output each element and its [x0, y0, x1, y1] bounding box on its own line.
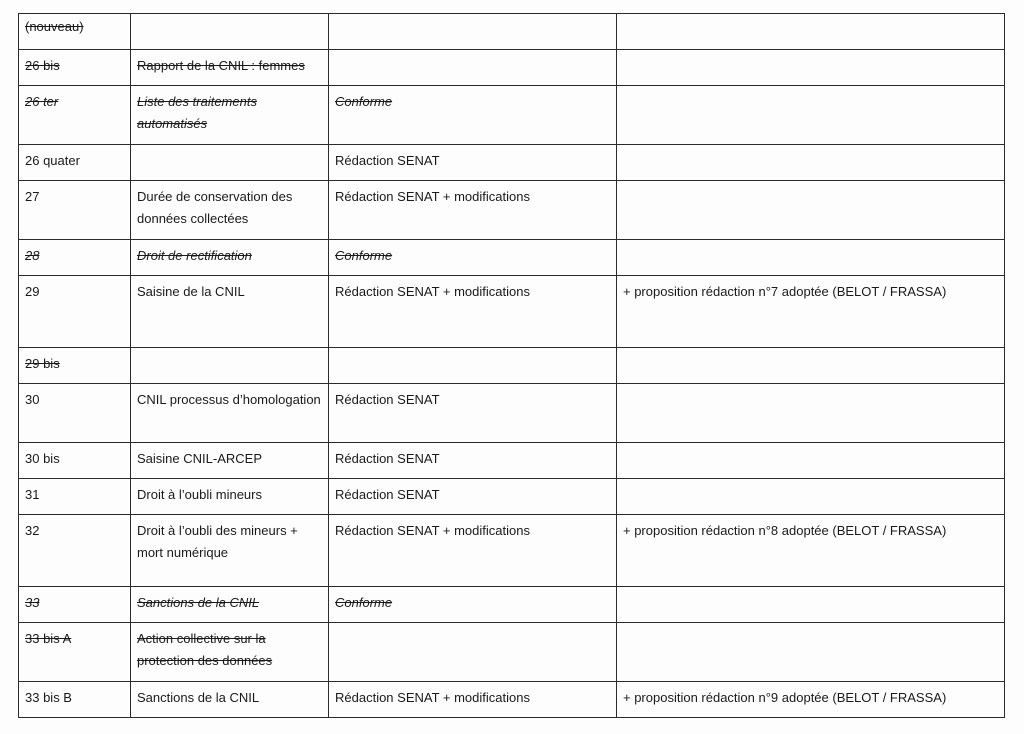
- table-row: [19, 384, 1005, 443]
- note-cell: [617, 86, 1005, 145]
- status-cell-text: Conforme: [335, 248, 393, 263]
- article-cell-text: 31: [25, 487, 40, 502]
- title-cell: [131, 623, 329, 682]
- note-cell: [617, 479, 1005, 515]
- table-row: [19, 14, 1005, 50]
- note-cell: [617, 348, 1005, 384]
- article-cell-text: 27: [25, 189, 40, 204]
- title-cell: [131, 479, 329, 515]
- status-cell: [329, 587, 617, 623]
- status-cell-text: Rédaction SENAT + modifications: [335, 284, 530, 299]
- title-cell-text: Droit de rectification: [137, 248, 252, 263]
- title-cell-text: Durée de conservation des données collectées: [137, 189, 293, 226]
- status-cell: [329, 86, 617, 145]
- status-cell: [329, 515, 617, 587]
- note-cell-text: + proposition rédaction n°7 adoptée (BELOT / FRASSA): [623, 284, 947, 299]
- note-cell: [617, 682, 1005, 718]
- title-cell: [131, 515, 329, 587]
- article-cell: [19, 384, 131, 443]
- title-cell: [131, 276, 329, 348]
- status-cell: [329, 276, 617, 348]
- title-cell: [131, 50, 329, 86]
- title-cell: [131, 682, 329, 718]
- note-cell-text: + proposition rédaction n°9 adoptée (BELOT / FRASSA): [623, 690, 947, 705]
- status-cell-text: Rédaction SENAT + modifications: [335, 523, 530, 538]
- table-row: [19, 623, 1005, 682]
- status-cell-text: Rédaction SENAT: [335, 451, 440, 466]
- status-cell: [329, 682, 617, 718]
- table-row: [19, 682, 1005, 718]
- note-cell: [617, 145, 1005, 181]
- article-cell-text: 30 bis: [25, 451, 60, 466]
- title-cell-text: Saisine de la CNIL: [137, 284, 245, 299]
- article-cell-text: (nouveau): [25, 19, 84, 34]
- title-cell-text: Saisine CNIL-ARCEP: [137, 451, 262, 466]
- articles-table: [18, 13, 1005, 718]
- title-cell-text: Droit à l’oubli des mineurs + mort numérique: [137, 523, 298, 560]
- article-cell: [19, 181, 131, 240]
- note-cell: [617, 443, 1005, 479]
- article-cell: [19, 587, 131, 623]
- article-cell-text: 29 bis: [25, 356, 60, 371]
- note-cell: [617, 50, 1005, 86]
- title-cell: [131, 145, 329, 181]
- article-cell-text: 26 quater: [25, 153, 80, 168]
- title-cell: [131, 14, 329, 50]
- article-cell-text: 33: [25, 595, 40, 610]
- status-cell-text: Rédaction SENAT: [335, 487, 440, 502]
- article-cell: [19, 240, 131, 276]
- title-cell-text: Droit à l’oubli mineurs: [137, 487, 262, 502]
- article-cell-text: 30: [25, 392, 40, 407]
- article-cell-text: 32: [25, 523, 40, 538]
- article-cell-text: 33 bis B: [25, 690, 72, 705]
- table-row: [19, 348, 1005, 384]
- article-cell-text: 28: [25, 248, 40, 263]
- article-cell: [19, 682, 131, 718]
- status-cell: [329, 14, 617, 50]
- article-cell-text: 26 bis: [25, 58, 60, 73]
- title-cell: [131, 181, 329, 240]
- note-cell-text: + proposition rédaction n°8 adoptée (BELOT / FRASSA): [623, 523, 947, 538]
- title-cell-text: Sanctions de la CNIL: [137, 595, 260, 610]
- note-cell: [617, 276, 1005, 348]
- article-cell: [19, 145, 131, 181]
- article-cell-text: 26 ter: [25, 94, 59, 109]
- table-row: [19, 276, 1005, 348]
- status-cell: [329, 443, 617, 479]
- status-cell: [329, 479, 617, 515]
- status-cell: [329, 240, 617, 276]
- article-cell: [19, 14, 131, 50]
- article-cell: [19, 50, 131, 86]
- table-row: [19, 515, 1005, 587]
- status-cell-text: Rédaction SENAT + modifications: [335, 690, 530, 705]
- article-cell: [19, 515, 131, 587]
- article-cell-text: 33 bis A: [25, 631, 72, 646]
- status-cell: [329, 384, 617, 443]
- status-cell: [329, 623, 617, 682]
- table-row: [19, 145, 1005, 181]
- title-cell: [131, 348, 329, 384]
- title-cell: [131, 86, 329, 145]
- status-cell: [329, 145, 617, 181]
- status-cell: [329, 181, 617, 240]
- title-cell-text: Liste des traitements automatisés: [137, 94, 257, 131]
- note-cell: [617, 384, 1005, 443]
- title-cell-text: Sanctions de la CNIL: [137, 690, 260, 705]
- note-cell: [617, 515, 1005, 587]
- note-cell: [617, 181, 1005, 240]
- title-cell: [131, 587, 329, 623]
- status-cell-text: Rédaction SENAT: [335, 392, 440, 407]
- note-cell: [617, 587, 1005, 623]
- title-cell: [131, 443, 329, 479]
- article-cell-text: 29: [25, 284, 40, 299]
- note-cell: [617, 623, 1005, 682]
- article-cell: [19, 86, 131, 145]
- table-row: [19, 86, 1005, 145]
- status-cell-text: Conforme: [335, 595, 393, 610]
- table-row: [19, 181, 1005, 240]
- table-row: [19, 50, 1005, 86]
- status-cell: [329, 348, 617, 384]
- title-cell-text: Rapport de la CNIL : femmes: [137, 58, 305, 73]
- title-cell-text: Action collective sur la protection des données: [137, 631, 273, 668]
- article-cell: [19, 348, 131, 384]
- table-row: [19, 443, 1005, 479]
- note-cell: [617, 14, 1005, 50]
- table-row: [19, 479, 1005, 515]
- note-cell: [617, 240, 1005, 276]
- article-cell: [19, 623, 131, 682]
- table-row: [19, 587, 1005, 623]
- status-cell-text: Rédaction SENAT + modifications: [335, 189, 530, 204]
- articles-table-body: [19, 14, 1005, 718]
- status-cell: [329, 50, 617, 86]
- article-cell: [19, 443, 131, 479]
- article-cell: [19, 479, 131, 515]
- status-cell-text: Conforme: [335, 94, 393, 109]
- article-cell: [19, 276, 131, 348]
- title-cell: [131, 240, 329, 276]
- title-cell-text: CNIL processus d’homologation: [137, 392, 321, 407]
- status-cell-text: Rédaction SENAT: [335, 153, 440, 168]
- table-row: [19, 240, 1005, 276]
- title-cell: [131, 384, 329, 443]
